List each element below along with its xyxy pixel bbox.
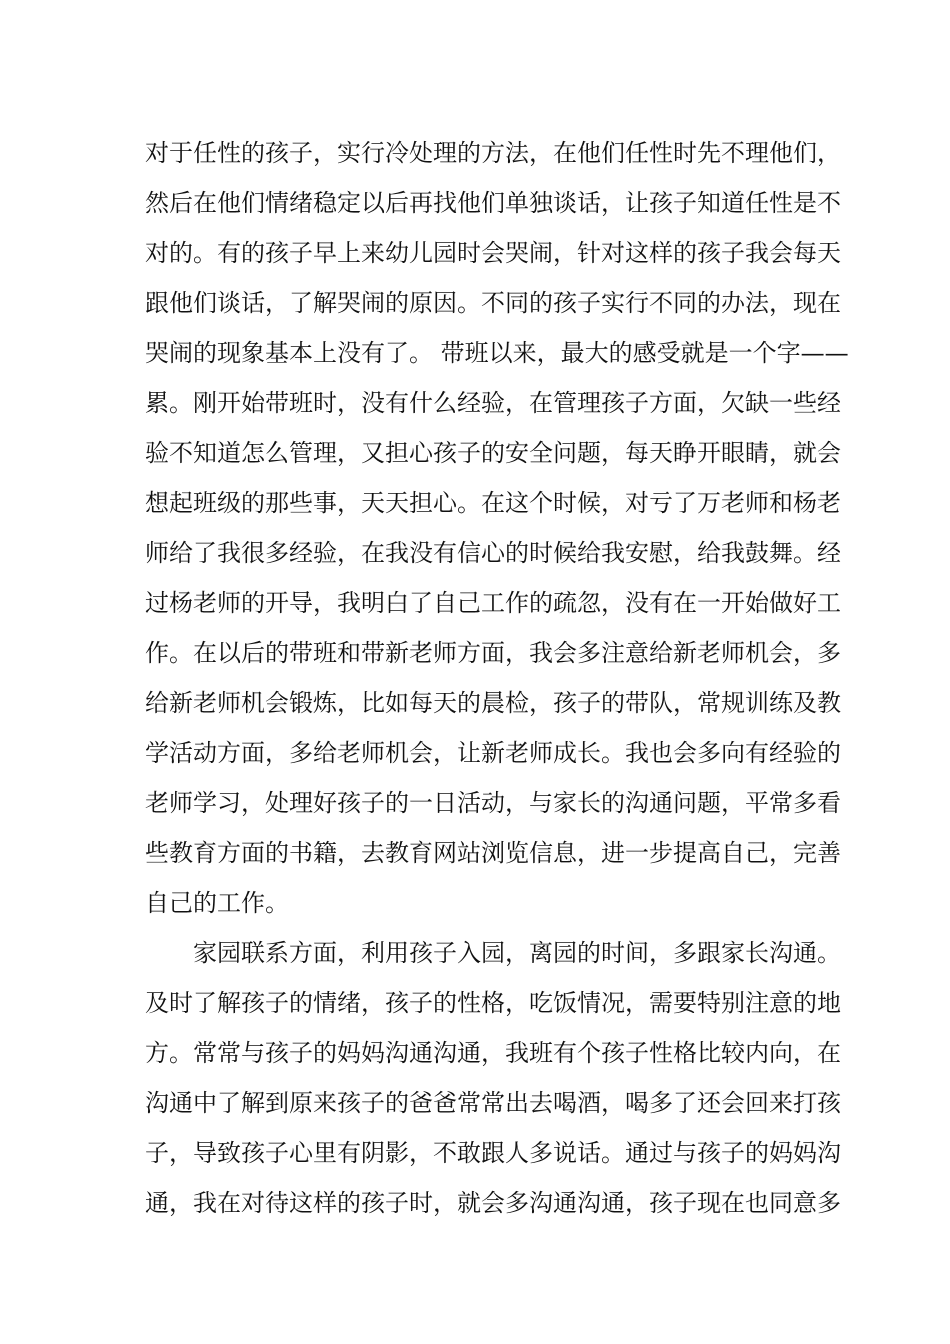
text-line: 学活动方面，多给老师机会，让新老师成长。我也会多向有经验的 [145,739,841,767]
text-line: 对的。有的孩子早上来幼儿园时会哭闹，针对这样的孩子我会每天 [145,239,841,267]
text-line: 老师学习，处理好孩子的一日活动，与家长的沟通问题，平常多看 [145,789,841,817]
text-line: 累。刚开始带班时，没有什么经验，在管理孩子方面，欠缺一些经 [145,389,841,417]
text-line: 方。常常与孩子的妈妈沟通沟通，我班有个孩子性格比较内向，在 [145,1039,841,1067]
text-line: 及时了解孩子的情绪，孩子的性格，吃饭情况，需要特别注意的地 [145,989,841,1017]
text-line: 师给了我很多经验，在我没有信心的时候给我安慰，给我鼓舞。经 [145,539,841,567]
paragraph-2 [145,928,841,1228]
text-line: 通，我在对待这样的孩子时，就会多沟通沟通，孩子现在也同意多 [145,1189,841,1217]
text-line: 过杨老师的开导，我明白了自己工作的疏忽，没有在一开始做好工 [145,589,841,617]
paragraph-1 [145,128,849,928]
text-line: 子，导致孩子心里有阴影，不敢跟人多说话。通过与孩子的妈妈沟 [145,1139,841,1167]
text-line: 跟他们谈话，了解哭闹的原因。不同的孩子实行不同的办法，现在 [145,289,841,317]
document-body [145,128,849,1228]
text-line: 想起班级的那些事，天天担心。在这个时候，对亏了万老师和杨老 [145,489,841,517]
text-line: 哭闹的现象基本上没有了。 带班以来，最大的感受就是一个字—— [145,339,849,367]
text-line: 作。在以后的带班和带新老师方面，我会多注意给新老师机会，多 [145,639,841,667]
text-line: 给新老师机会锻炼，比如每天的晨检，孩子的带队，常规训练及教 [145,689,841,717]
text-line: 自己的工作。 [145,889,289,917]
text-line: 对于任性的孩子，实行冷处理的方法，在他们任性时先不理他们， [145,139,841,167]
text-line: 家园联系方面，利用孩子入园，离园的时间，多跟家长沟通。 [145,939,841,967]
text-line: 些教育方面的书籍，去教育网站浏览信息，进一步提高自己，完善 [145,839,841,867]
text-line: 沟通中了解到原来孩子的爸爸常常出去喝酒，喝多了还会回来打孩 [145,1089,841,1117]
text-line: 然后在他们情绪稳定以后再找他们单独谈话，让孩子知道任性是不 [145,189,841,217]
text-line: 验不知道怎么管理，又担心孩子的安全问题，每天睁开眼睛，就会 [145,439,841,467]
